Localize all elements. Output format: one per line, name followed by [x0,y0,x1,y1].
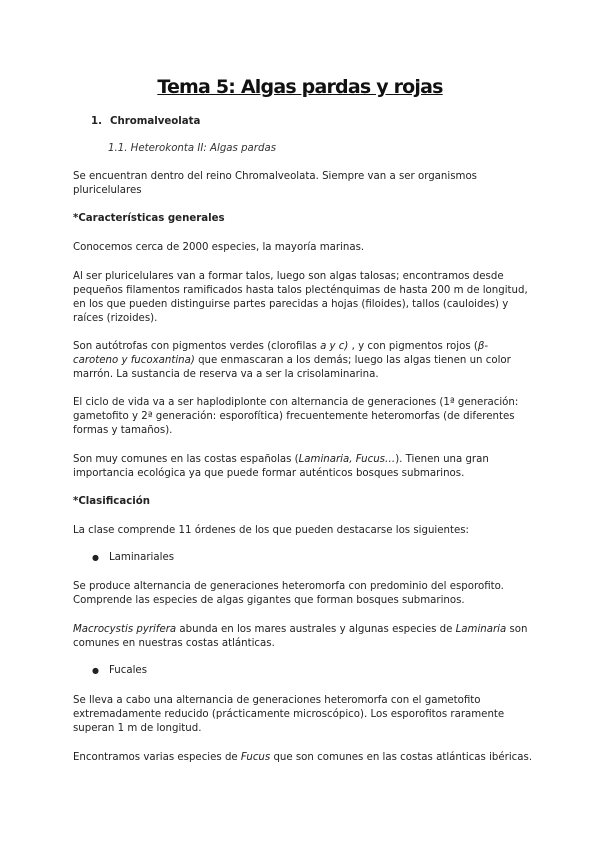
pigment-text-3: que enmascaran a los demás; luego las algas tienen un color marrón. La sustancia de reserva va a ser la crisolaminarina. [73,354,511,380]
species-paragraph: Conocemos cerca de 2000 especies, la mayoría marinas. [73,242,365,253]
costas-italic: Laminaria, Fucus… [298,454,396,465]
pigment-text-2: , y con pigmentos rojos ( [348,341,478,352]
heading-clasificacion: *Clasificación [73,496,150,507]
talos-paragraph: Al ser pluricelulares van a formar talos, luego son algas talosas; encontramos desde pequeños filamentos ramificados hasta talos plecténquimas de hasta 200 m de longitud, en los que pueden distinguirse partes parecidas a hojas (filoides), tallos (cauloides) y raíces (rizoides). [73,271,528,324]
fuc2-text-2: que son comunes en las costas atlánticas ibéricas. [270,752,533,763]
lam2-text-1: abunda en los mares australes y algunas especies de [176,624,456,635]
intro-paragraph: Se encuentran dentro del reino Chromalveolata. Siempre van a ser organismos pluricelulares [73,171,477,196]
costas-text-2: ). Tienen una gran importancia ecológica ya que puede formar auténticos bosques submarinos. [73,454,489,479]
page-title: Tema 5: Algas pardas y rojas [157,76,443,98]
laminariales-paragraph-1: Se produce alternancia de generaciones heteromorfa con predominio del esporofito. Comprende las especies de algas gigantes que forman bosques submarinos. [73,581,504,606]
bullet-icon: ● [92,553,99,562]
clase-paragraph: La clase comprende 11 órdenes de los que pueden destacarse los siguientes: [73,525,469,536]
lam2-text-2: son comunes en nuestras costas atlánticas. [73,624,528,649]
list-item-label: Fucales [109,665,148,676]
lam2-italic-1: Macrocystis pyrifera [73,624,177,635]
list-item-label: Laminariales [109,552,175,563]
list-item [92,552,174,563]
fuc2-text-1: Encontramos varias especies de [73,752,241,763]
laminariales-paragraph-2 [73,623,533,651]
pigment-paragraph [73,340,533,382]
pigment-text-1: Son autótrofas con pigmentos verdes (clorofilas [73,341,321,352]
section-label: Chromalveolata [110,116,201,127]
section-number: 1. [91,116,102,127]
ciclo-paragraph: El ciclo de vida va a ser haplodiplonte con alternancia de generaciones (1ª generación: gametofito y 2ª generación: esporofítica) frecuentemente heteromorfas (de diferentes formas y tamaños). [73,397,519,436]
fucales-paragraph-1: Se lleva a cabo una alternancia de generaciones heteromorfa con el gametofito extremadamente reducido (prácticamente microscópico). Los esporofitos raramente superan 1 m de longitud. [73,695,505,734]
pigment-italic-2: β-caroteno y fucoxantina) [73,341,489,366]
fucales-paragraph-2 [73,751,533,765]
fuc2-italic: Fucus [240,752,271,763]
subsection-heading: 1.1. Heterokonta II: Algas pardas [108,143,277,154]
pigment-italic-1: a y c) [320,341,349,352]
lam2-italic-2: Laminaria [455,624,507,635]
list-item [92,665,147,676]
heading-general: *Características generales [73,213,225,224]
bullet-icon: ● [92,666,99,675]
costas-text-1: Son muy comunes en las costas españolas ( [73,454,299,465]
section-heading [91,116,200,127]
costas-paragraph [73,453,533,481]
